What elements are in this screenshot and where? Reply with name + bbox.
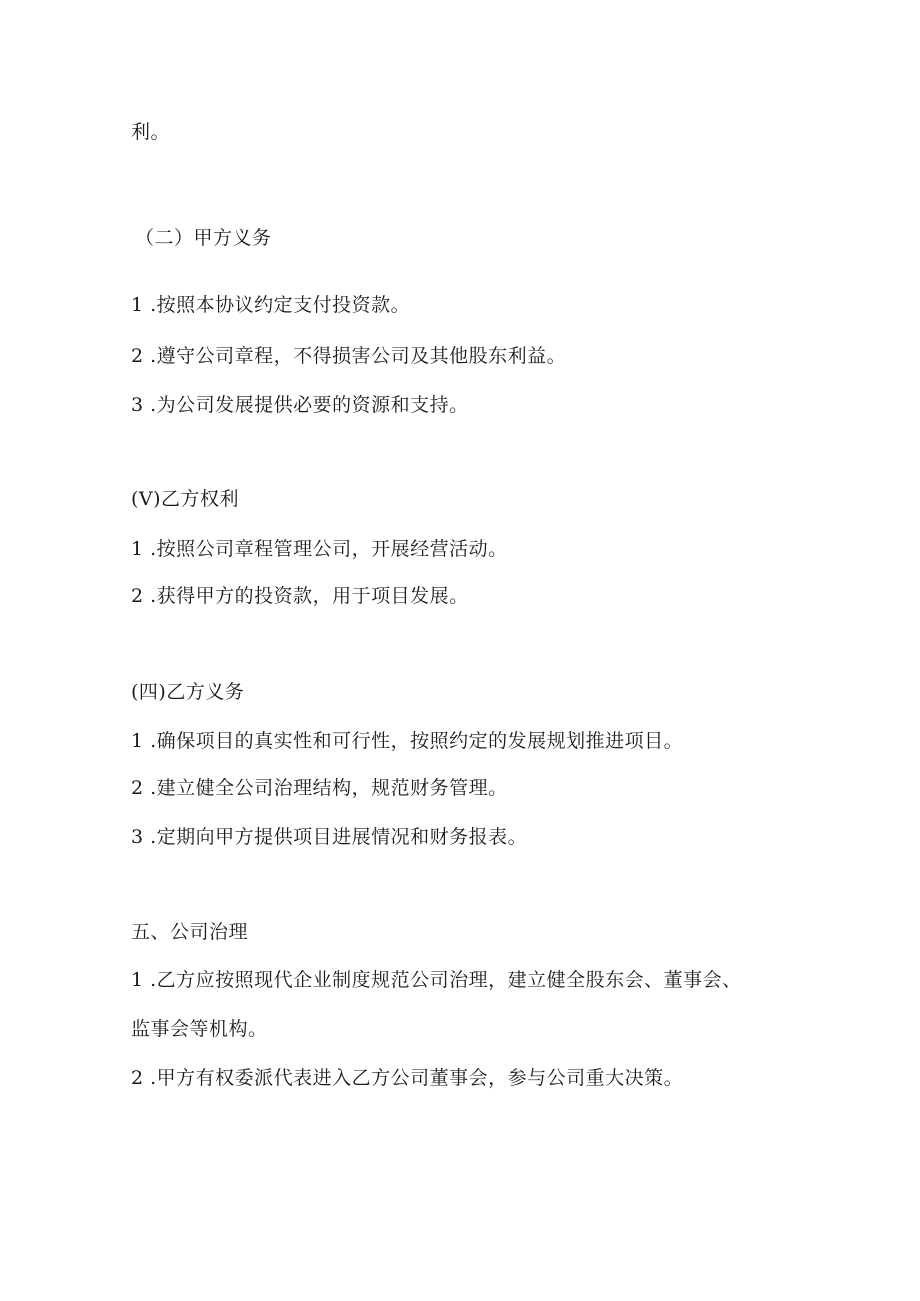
section-heading-party-a-obligations: （二）甲方义务 — [135, 227, 272, 249]
section-heading-corporate-governance: 五、公司治理 — [131, 921, 249, 943]
list-item: 2 .遵守公司章程，不得损害公司及其他股东利益。 — [131, 345, 567, 367]
list-item: 2 .获得甲方的投资款，用于项目发展。 — [131, 585, 469, 607]
list-item: 1 .乙方应按照现代企业制度规范公司治理，建立健全股东会、董事会、 — [131, 969, 742, 991]
list-item: 1 .按照本协议约定支付投资款。 — [131, 294, 411, 316]
list-item: 1 .按照公司章程管理公司，开展经营活动。 — [131, 538, 508, 560]
list-item-continuation: 监事会等机构。 — [131, 1018, 268, 1040]
list-item: 2 .甲方有权委派代表进入乙方公司董事会，参与公司重大决策。 — [131, 1067, 684, 1089]
section-heading-party-b-obligations: (四)乙方义务 — [131, 681, 245, 703]
list-item: 1 .确保项目的真实性和可行性，按照约定的发展规划推进项目。 — [131, 730, 684, 752]
list-item: 2 .建立健全公司治理结构，规范财务管理。 — [131, 777, 508, 799]
section-heading-party-b-rights: (V)乙方权利 — [131, 488, 240, 510]
continuation-text: 利。 — [131, 121, 171, 143]
list-item: 3 .为公司发展提供必要的资源和支持。 — [131, 394, 469, 416]
list-item: 3 .定期向甲方提供项目进展情况和财务报表。 — [131, 826, 528, 848]
